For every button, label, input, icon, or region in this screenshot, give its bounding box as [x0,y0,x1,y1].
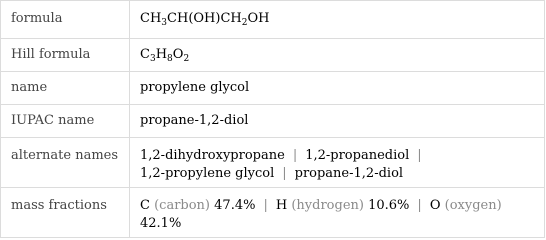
alternate-names-line-1 [140,148,430,163]
row-hill-formula [1,38,544,71]
element-symbol: O [429,198,441,213]
label-mass-fractions: mass fractions [11,198,107,213]
label-formula: formula [11,11,63,26]
value-formula: $CH_3CH(OH)CH_2OH$ [140,11,270,28]
label-iupac-name: IUPAC name [11,113,95,128]
element-name: (carbon) [154,198,211,213]
alternate-name: 1,2-dihydroxypropane [140,148,285,163]
row-mass-fractions [1,187,544,239]
element-percent: 47.4% [214,198,256,213]
element-name: (oxygen) [444,198,502,213]
element-symbol: C [140,198,150,213]
label-alternate-names: alternate names [11,148,119,163]
row-iupac-name [1,104,544,137]
separator: | [292,148,298,163]
separator: | [417,148,422,163]
element-name: (hydrogen) [291,198,364,213]
row-name [1,71,544,104]
alternate-name: 1,2-propylene glycol [140,166,275,181]
alternate-name: propane-1,2-diol [294,166,404,181]
row-alternate-names [1,137,544,187]
mass-fractions-line-1 [140,198,502,213]
separator: | [282,166,287,181]
alternate-names-line-2 [140,166,403,181]
separator: | [263,198,268,213]
row-formula [1,1,544,38]
value-iupac-name: propane-1,2-diol [140,113,249,128]
value-name: propylene glycol [140,80,250,95]
element-percent: 42.1% [140,216,182,231]
mass-fractions-line-2 [140,216,181,231]
label-hill-formula: Hill formula [11,47,91,62]
label-name: name [11,80,48,95]
element-percent: 10.6% [368,198,410,213]
separator: | [417,198,422,213]
alternate-name: 1,2-propanediol [305,148,410,163]
value-hill-formula: $C_3H_8O_2$ [140,47,190,64]
element-symbol: H [275,198,288,213]
